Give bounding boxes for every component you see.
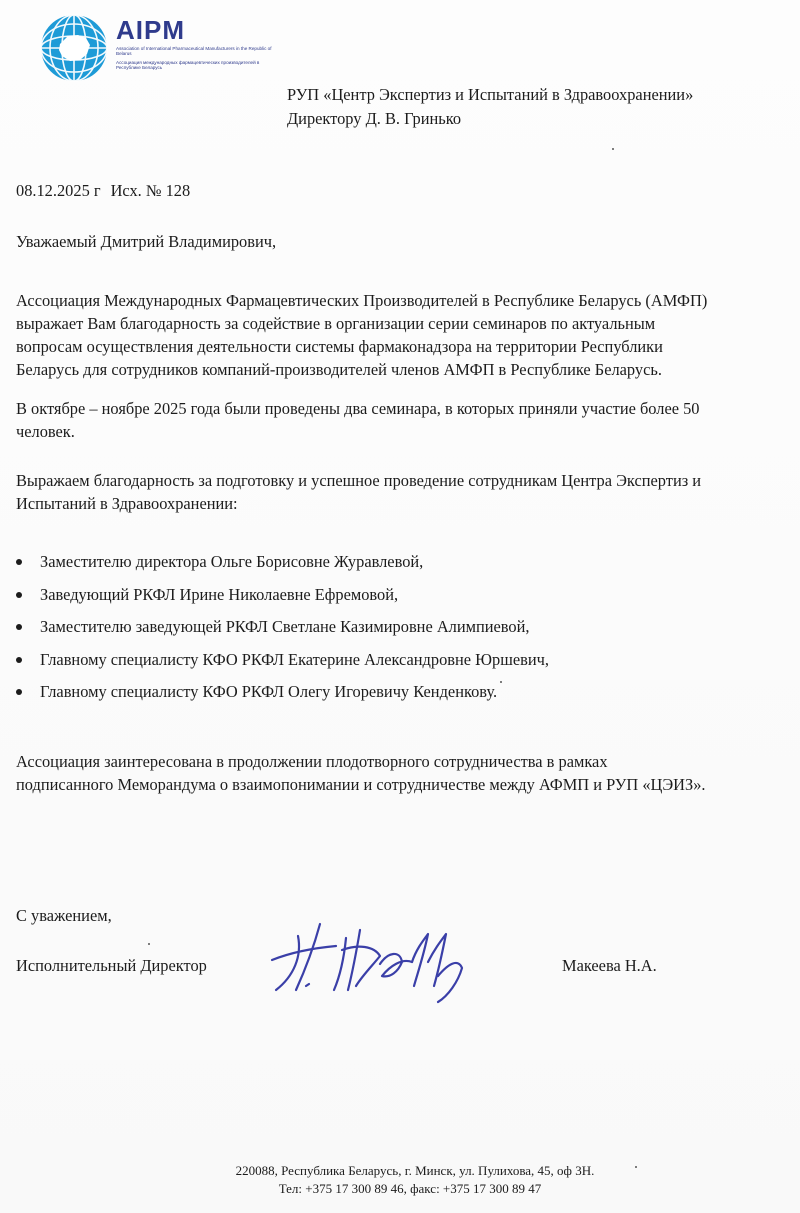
logo-name-english: Association of International Pharmaceutical Manufacturers in the Republic of Belarus [116, 46, 272, 57]
closing-regards: С уважением, [16, 906, 112, 925]
outgoing-number: Исх. № 128 [110, 181, 191, 200]
paragraph-line: выражает Вам благодарность за содействие в организации серии семинаров по актуальным [16, 314, 656, 333]
bullet-icon [16, 559, 22, 565]
paragraph-line: Ассоциация Международных Фармацевтических Производителей в Республике Беларусь (АМФП) [16, 291, 708, 310]
paragraph-line: В октябре – ноябре 2025 года были проведены два семинара, в которых приняли участие более 50 [16, 399, 700, 418]
logo-abbreviation: AIPM [116, 15, 185, 45]
recipient-name: Заместителю директора Ольге Борисовне Журавлевой, [40, 552, 424, 571]
list-item [16, 650, 549, 683]
footer-address: 220088, Республика Беларусь, г. Минск, ул. Пулихова, 45, оф 3Н. [235, 1163, 595, 1178]
paragraph-cooperation [16, 750, 800, 796]
bullet-icon [16, 592, 22, 598]
paragraph-seminars [16, 397, 800, 443]
list-item [16, 617, 549, 650]
globe-belarus-icon [40, 14, 108, 82]
paragraph-line: Испытаний в Здравоохранении: [16, 494, 238, 513]
list-item [16, 682, 549, 715]
recipient-name: Главному специалисту КФО РКФЛ Екатерине Александровне Юршевич, [40, 649, 549, 669]
logo-text-block [116, 16, 276, 71]
paragraph-line: Ассоциация заинтересована в продолжении плодотворного сотрудничества в рамках [16, 752, 608, 771]
recipient-name: Заведующий РКФЛ Ирине Николаевне Ефремовой, [40, 584, 399, 604]
addressee-organization: РУП «Центр Экспертиз и Испытаний в Здравоохранении» [287, 85, 694, 104]
footer-contacts: Тел: +375 17 300 89 46, факс: +375 17 300 89 47 [278, 1181, 542, 1196]
paragraph-line: Выражаем благодарность за подготовку и успешное проведение сотрудникам Центра Экспертиз и [16, 471, 702, 490]
signatory-title: Исполнительный Директор [16, 956, 207, 975]
salutation: Уважаемый Дмитрий Владимирович, [16, 232, 277, 251]
letterhead-logo [40, 14, 280, 86]
logo-name-russian: Ассоциация международных фармацевтических производителей в Республике Беларусь [116, 59, 260, 71]
recipient-name: Главному специалисту КФО РКФЛ Олегу Игоревичу Кенденкову. [40, 682, 498, 701]
letter-date: 08.12.2025 г [16, 181, 101, 200]
paragraph-gratitude [16, 289, 800, 381]
reference-line [16, 181, 200, 201]
paragraph-line: подписанного Меморандума о взаимопонимании и сотрудничестве между АФМП и РУП «ЦЭИЗ». [16, 775, 706, 794]
list-item [16, 585, 549, 618]
recipient-list [16, 552, 549, 715]
bullet-icon [16, 624, 22, 630]
bullet-icon [16, 689, 22, 695]
signatory-name: Макеева Н.А. [562, 956, 657, 975]
addressee-person: Директору Д. В. Гринько [287, 109, 462, 128]
paragraph-line: Беларусь для сотрудников компаний-производителей членов АМФП в Республике Беларусь. [16, 360, 662, 379]
list-item [16, 552, 549, 585]
letter-footer [0, 1162, 800, 1198]
bullet-icon [16, 657, 22, 663]
handwritten-signature [262, 906, 482, 1006]
recipient-name: Заместителю заведующей РКФЛ Светлане Казимировне Алимпиевой, [40, 617, 530, 636]
paragraph-thanks [16, 469, 800, 515]
addressee-block [287, 83, 693, 131]
paragraph-line: вопросам осуществления деятельности системы фармаконадзора на территории Республики [16, 337, 663, 356]
paragraph-line: человек. [16, 422, 75, 441]
